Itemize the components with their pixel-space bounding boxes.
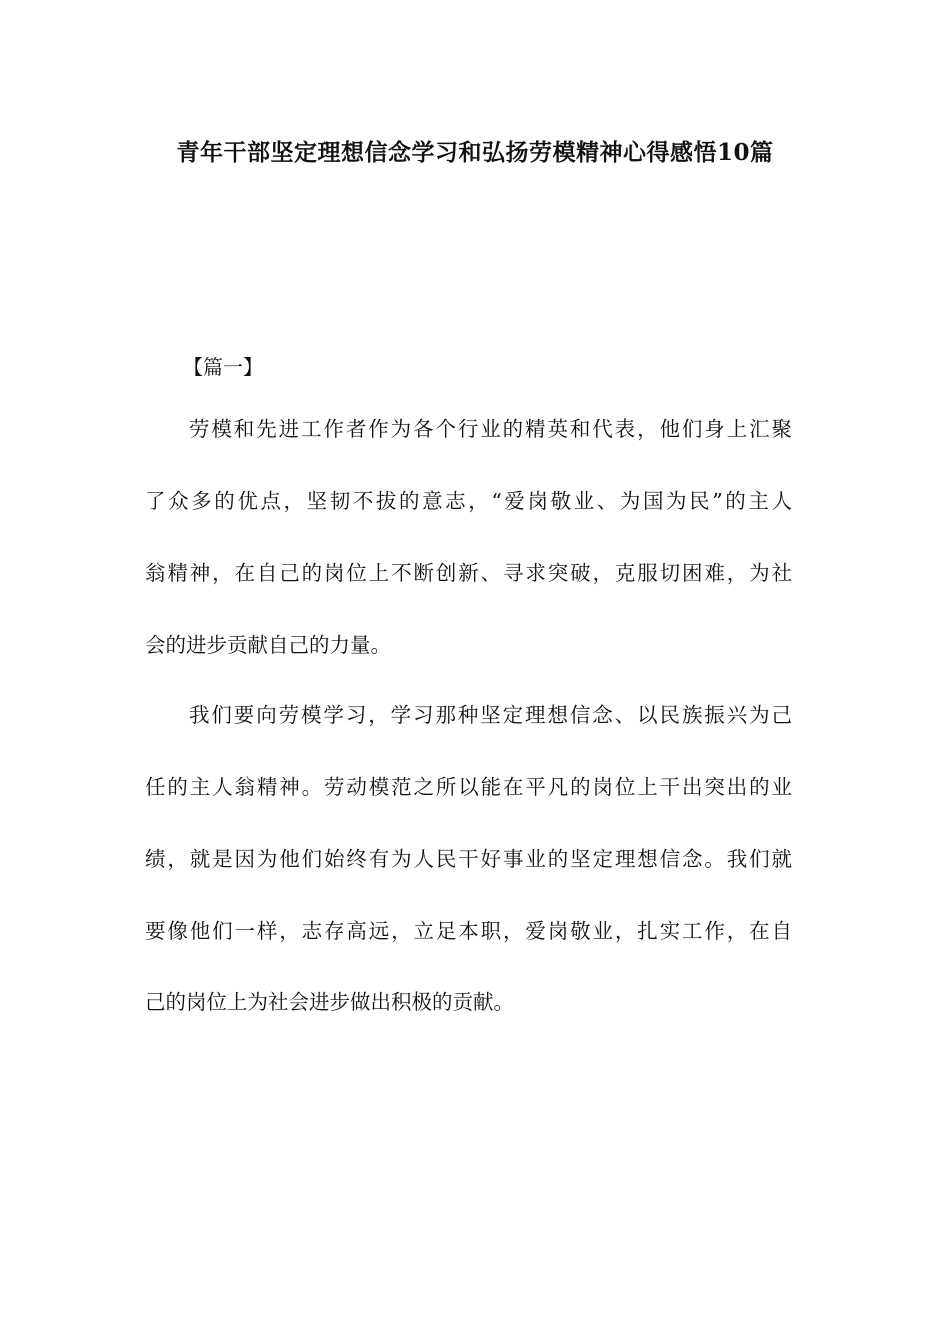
paragraph-line: 我们要向劳模学习，学习那种坚定理想信念、以民族振兴为己 [189, 703, 792, 727]
paragraph-line: 翁精神，在自己的岗位上不断创新、寻求突破，克服切困难，为社 [145, 561, 792, 585]
paragraph-line: 己的岗位上为社会进步做出积极的贡献。 [145, 990, 514, 1014]
paragraph-line: 任的主人翁精神。劳动模范之所以能在平凡的岗位上干出突出的业 [145, 775, 792, 799]
paragraph-line: 了众多的优点，坚韧不拔的意志，“爱岗敬业、为国为民”的主人 [145, 489, 792, 513]
paragraph-line: 绩，就是因为他们始终有为人民干好事业的坚定理想信念。我们就 [145, 847, 792, 871]
document-title: 青年干部坚定理想信念学习和弘扬劳模精神心得感悟10篇 [176, 139, 774, 166]
paragraph-line: 要像他们一样，志存高远，立足本职，爱岗敬业，扎实工作，在自 [145, 919, 792, 943]
paragraph-line: 劳模和先进工作者作为各个行业的精英和代表，他们身上汇聚 [189, 417, 792, 441]
paragraph-line: 会的进步贡献自己的力量。 [145, 633, 391, 657]
section-label: 【篇一】 [183, 355, 263, 379]
